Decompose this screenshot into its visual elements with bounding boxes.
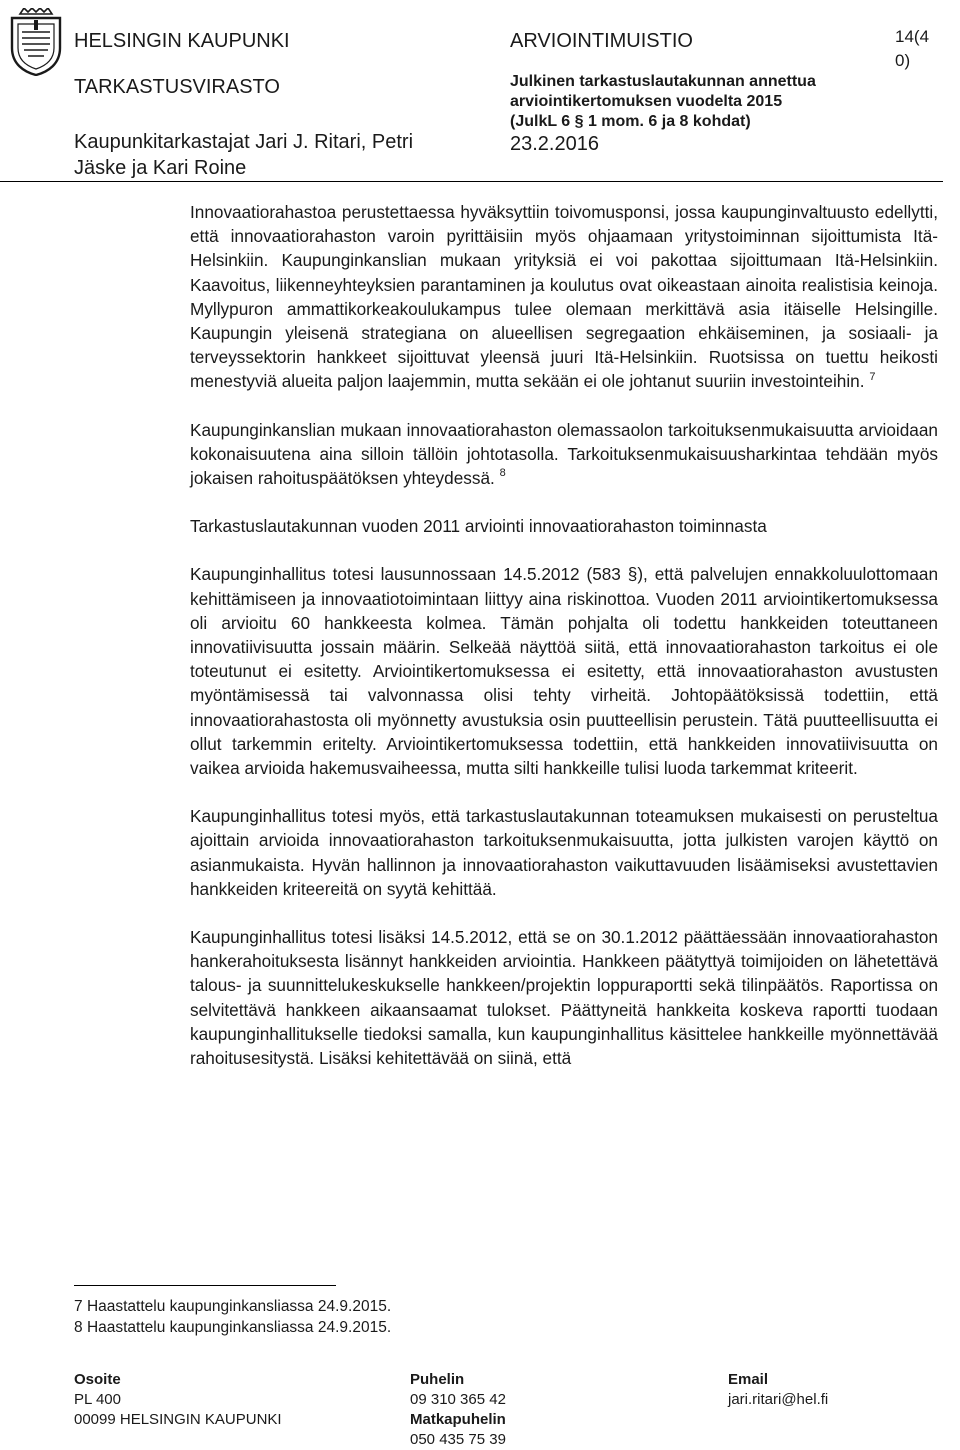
address-line-2: 00099 HELSINGIN KAUPUNKI [74,1411,282,1428]
document-date: 23.2.2016 [510,133,599,155]
footnote-8: 8 Haastattelu kaupunginkansliassa 24.9.2015. [74,1319,392,1336]
mobile-label: Matkapuhelin [410,1411,506,1428]
paragraph-1: Innovaatiorahastoa perustettaessa hyväksyttiin toivomusponsi, jossa kaupunginvaltuusto edellytti, että innovaatiorahaston varoin pyrittäisiin myös ohjaamaan yritystoiminnan sijoittumista Itä-Helsinkiin. Kaupunginkanslian mukaan yrityksiä ei voi pakottaa sijoittumaan Itä-Helsinkiin. Kaavoitus, liikenneyhteyksien parantaminen ja koulutus ovat oikeastaan ainoita realistisia keinoja. Myllypuron ammattikorkeakoulukampus tulee olemaan merkittävä asia itäiselle Helsingille. Kaupungin yleisenä strategiana on alueellisen segregaation ehkäiseminen, ja sosiaali- ja terveyssektorin hankkeet sijoittuvat yleensä juuri Itä-Helsinkiin. Ruotsissa on tuettu heikosti menestyviä alueita paljon laajemmin, mutta sekään ei ole johtanut suuriin investointeihin. $^7$ [190,202,938,392]
publicity-note-line-3: (JulkL 6 § 1 mom. 6 ja 8 kohdat) [510,113,751,130]
section-heading: Tarkastuslautakunnan vuoden 2011 arviointi innovaatiorahaston toiminnasta [190,516,767,537]
page-count: 0) [895,51,911,70]
address-line-1: PL 400 [74,1391,121,1408]
phone-value: 09 310 365 42 [410,1391,506,1408]
authors-line-2: Jäske ja Kari Roine [74,157,247,179]
mobile-value: 050 435 75 39 [410,1431,506,1448]
email-label: Email [728,1371,769,1388]
footer-phone [410,1370,506,1450]
footnote-ref-8: 8 [499,467,506,480]
footer-email [728,1370,828,1410]
address-label: Osoite [74,1371,121,1388]
paragraph-3: Kaupunginhallitus totesi lausunnossaan 14.5.2012 (583 §), että palvelujen ennakkoluulottomaan kehittämiseen ja innovaatiotoimintaan liittyy aina riskinottoa. Vuoden 2011 arviointikertomuksessa oli arvioitu 60 hankkeesta kolmea. Tämän pohjalta oli todettu hankkeiden toteuttaneen innovatiivisuutta jossain määrin. Selkeää näyttöä siitä, että innovaatiorahaston tarkoitus ei ole toteutunut ei esitetty. Arviointikertomuksessa ei esitetty, että innovaatiorahaston avustusten myöntämisessä tai valvonnassa olisi tehty virheitä. Johtopäätöksissä todettiin, että innovaatiorahastosta oli myönnetty avustuksia osin puutteellisin perustein. Tätä puutteellisuutta ei ollut tarkemmin eritelty. Arviointikertomuksessa todettiin, että hankkeiden innovatiivisuutta on vaikea arvioida hakemusvaiheessa, mutta silti hankkeille tulisi luoda tarkemmat kriteerit. [190,564,938,779]
publicity-note-line-2: arviointikertomuksen vuodelta 2015 [510,93,783,110]
header-divider [0,181,943,182]
body-text [190,200,938,1070]
authors-line-1: Kaupunkitarkastajat Jari J. Ritari, Petri [74,131,414,153]
paragraph-4: Kaupunginhallitus totesi myös, että tarkastuslautakunnan toteamuksen mukaisesti on perusteltua ajoittain arvioida innovaatiorahaston tarkoituksenmukaisuutta, jotta julkisten varojen käyttö on asianmukaista. Hyvän hallinnon ja innovaatiorahaston vaikuttavuuden lisäämiseksi avustettavien hankkeiden kriteereitä on syytä kehittää. [190,806,938,899]
paragraph-2: Kaupunginkanslian mukaan innovaatiorahaston olemassaolon tarkoituksenmukaisuutta arvioidaan kokonaisuutena aina silloin tällöin johtotasolla. Tarkoituksenmukaisuusharkintaa tehdään myös jokaisen rahoituspäätöksen yhteydessä. $^8$ [190,419,938,489]
department-name: TARKASTUSVIRASTO [74,76,280,98]
helsinki-crest-logo [8,8,64,76]
footnote-ref-7: 7 [869,370,876,383]
footnote-divider [74,1285,336,1286]
publicity-note-line-1: Julkinen tarkastuslautakunnan annettua [510,73,816,90]
page-number: 14(4 [895,27,930,46]
org-name: HELSINGIN KAUPUNKI [74,30,290,52]
footnote-7: 7 Haastattelu kaupunginkansliassa 24.9.2015. [74,1298,392,1315]
phone-label: Puhelin [410,1371,465,1388]
document-type: ARVIOINTIMUISTIO [510,30,693,52]
footer-address [74,1370,282,1430]
email-value[interactable]: jari.ritari@hel.fi [728,1391,829,1408]
paragraph-5: Kaupunginhallitus totesi lisäksi 14.5.2012, että se on 30.1.2012 päättäessään innovaatiorahaston hankerahoituksesta lisännyt hankkeiden arviointia. Hankkeen päätyttyä toimijoiden on lähetettävä talous- ja suunnittelukeskukselle hankkeen/projektin loppuraportti sekä tilinpäätös. Raportissa on selvitettävä hankkeen aikaansaamat tulokset. Päättyneitä hankkeita koskeva raportti tuodaan kaupunginhallitukselle tiedoksi samalla, kun kaupunginhallitus käsittelee hankkeille myönnettävää rahoitusesitystä. Lisäksi kehitettävää on siinä, että [190,927,938,1069]
